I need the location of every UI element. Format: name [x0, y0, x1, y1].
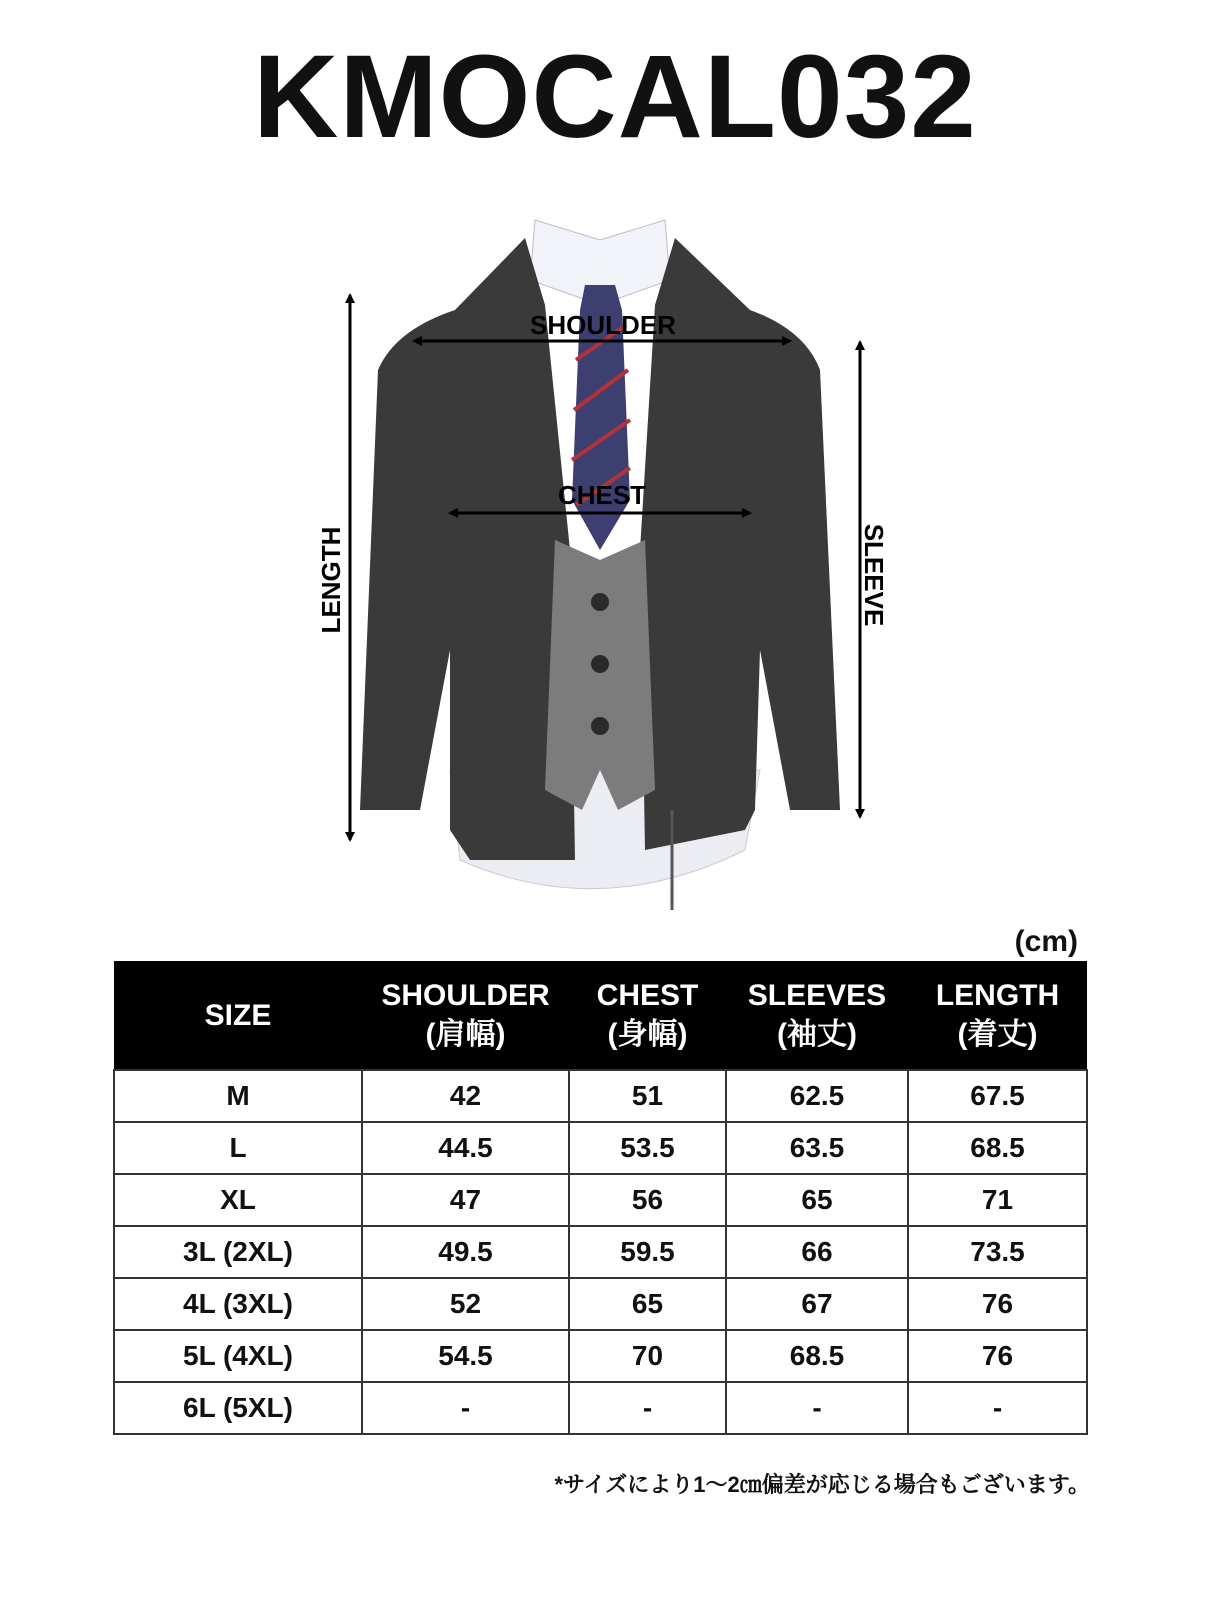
size-deviation-note: *サイズにより1〜2㎝偏差が応じる場合もございます。 — [554, 1472, 1090, 1497]
size-cell: 6L (5XL) — [114, 1382, 362, 1434]
header-length: LENGTH (着丈) — [908, 961, 1087, 1070]
sleeves-cell: - — [726, 1382, 908, 1434]
sleeves-cell: 62.5 — [726, 1070, 908, 1122]
vest-button — [591, 655, 609, 673]
size-cell: XL — [114, 1174, 362, 1226]
sleeve-label: SLEEVE — [859, 523, 889, 627]
shoulder-cell: 42 — [362, 1070, 569, 1122]
chest-cell: 56 — [569, 1174, 726, 1226]
chest-cell: 70 — [569, 1330, 726, 1382]
size-cell: L — [114, 1122, 362, 1174]
sleeves-cell: 68.5 — [726, 1330, 908, 1382]
table-row — [114, 1070, 1087, 1122]
chest-label: CHEST — [557, 480, 647, 510]
table-row — [114, 1122, 1087, 1174]
length-cell: 76 — [908, 1330, 1087, 1382]
header-chest: CHEST (身幅) — [569, 961, 726, 1070]
length-cell: 76 — [908, 1278, 1087, 1330]
length-cell: 71 — [908, 1174, 1087, 1226]
table-row — [114, 1278, 1087, 1330]
table-row — [114, 1226, 1087, 1278]
shoulder-cell: - — [362, 1382, 569, 1434]
table-row — [114, 1382, 1087, 1434]
size-cell: 3L (2XL) — [114, 1226, 362, 1278]
chest-cell: 59.5 — [569, 1226, 726, 1278]
sleeves-cell: 65 — [726, 1174, 908, 1226]
size-cell: 5L (4XL) — [114, 1330, 362, 1382]
sleeves-cell: 66 — [726, 1226, 908, 1278]
sleeves-cell: 63.5 — [726, 1122, 908, 1174]
shoulder-cell: 52 — [362, 1278, 569, 1330]
shoulder-cell: 54.5 — [362, 1330, 569, 1382]
table-row — [114, 1174, 1087, 1226]
table-header-row — [114, 961, 1087, 1070]
chest-cell: - — [569, 1382, 726, 1434]
header-size: SIZE — [114, 961, 362, 1070]
length-label: LENGTH — [316, 526, 346, 634]
vest-button — [591, 593, 609, 611]
vest — [545, 540, 655, 810]
length-cell: - — [908, 1382, 1087, 1434]
vest-button — [591, 717, 609, 735]
shoulder-cell: 49.5 — [362, 1226, 569, 1278]
header-sleeves: SLEEVES (袖丈) — [726, 961, 908, 1070]
length-cell: 73.5 — [908, 1226, 1087, 1278]
sleeves-cell: 67 — [726, 1278, 908, 1330]
header-shoulder: SHOULDER (肩幅) — [362, 961, 569, 1070]
chest-cell: 65 — [569, 1278, 726, 1330]
size-chart-table — [113, 961, 1088, 1435]
length-cell: 68.5 — [908, 1122, 1087, 1174]
size-cell: M — [114, 1070, 362, 1122]
size-cell: 4L (3XL) — [114, 1278, 362, 1330]
table-row — [114, 1330, 1087, 1382]
product-code-title: KMOCAL032 — [253, 31, 977, 163]
chest-cell: 51 — [569, 1070, 726, 1122]
shoulder-cell: 44.5 — [362, 1122, 569, 1174]
shoulder-label: SHOULDER — [530, 310, 676, 340]
length-cell: 67.5 — [908, 1070, 1087, 1122]
shoulder-cell: 47 — [362, 1174, 569, 1226]
unit-label: (cm) — [1014, 925, 1078, 958]
garment-measurement-diagram — [300, 210, 920, 930]
chest-cell: 53.5 — [569, 1122, 726, 1174]
